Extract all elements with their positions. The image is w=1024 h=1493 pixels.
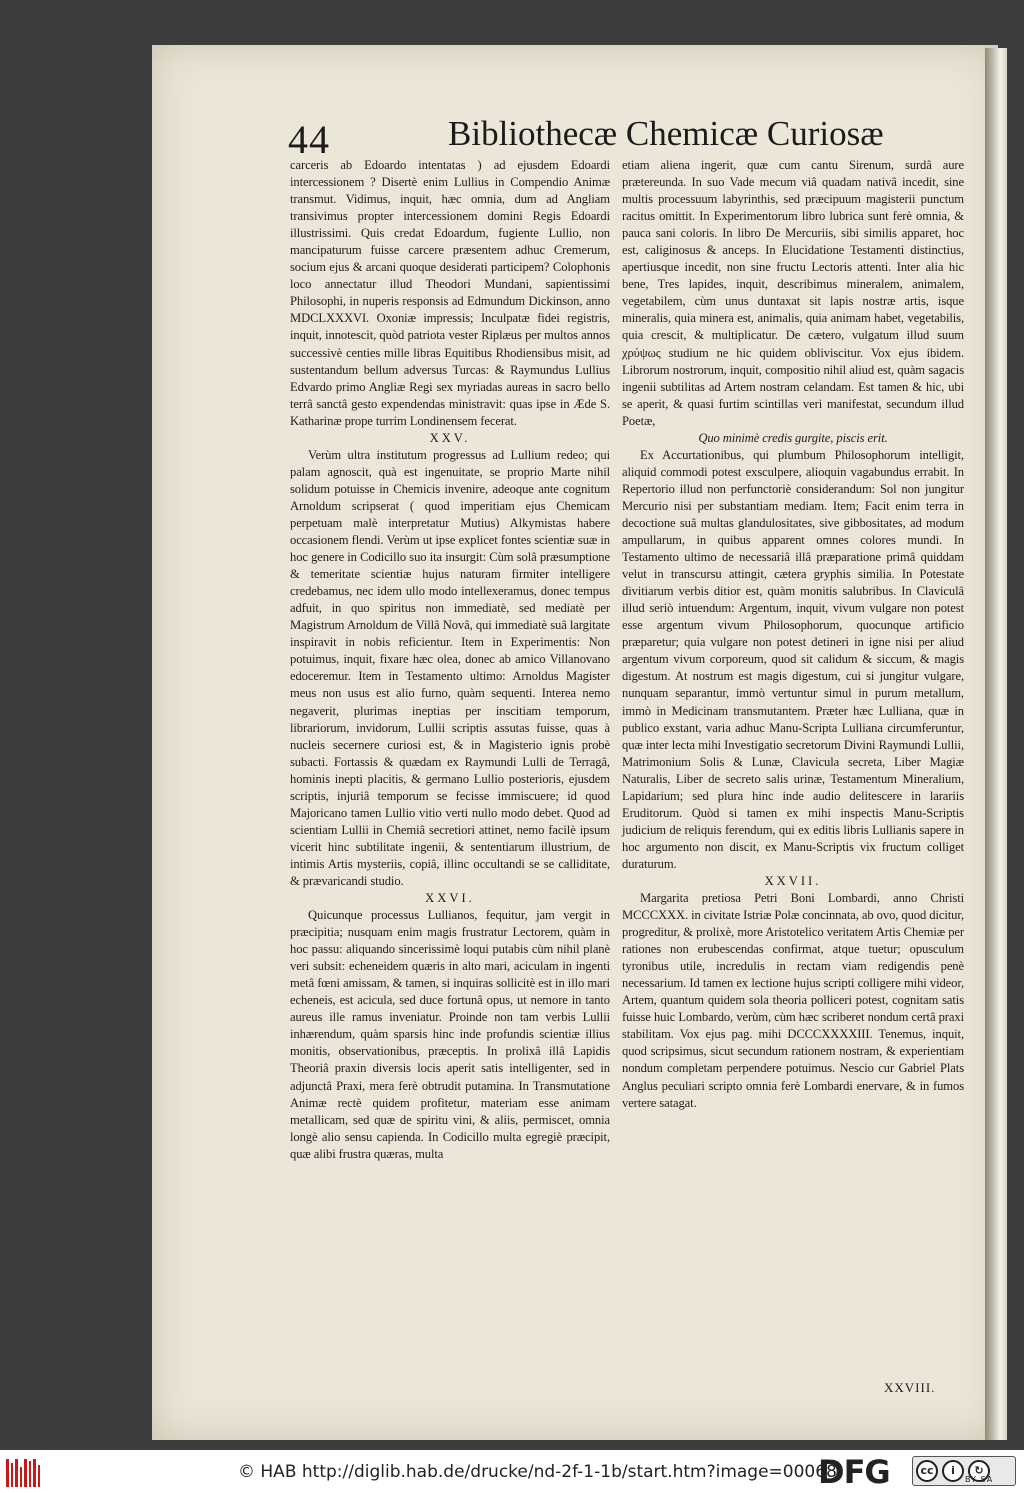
paragraph: Verùm ultra institutum progressus ad Lullium redeo; qui palam agnoscit, quà est ingenuitate, se proprio Marte nihil solidum potuisse in Chemicis invenire, adeoque ante cognitum Arnoldum scripserat ( quod imperitiam ejus Chemicam perpetuam malè interpretatur Mutius) Alkymistas habere occasionem flendi. Verùm ut ipse explicet fontes scientiæ suæ in hoc genere in Codicillo suo ita insurgit: Cùm solâ præsumptione & temeritate scientiæ hujus naturam firmiter intelligere credebamus, nec idem ullo modo intellexeramus, donec tempus adfuit, in quo spiritus non immediatè, sed mediatè per Magistrum Arnoldum de Villâ Novâ, qui immediatè suâ largitate inspiravit in nobis reficientur. Item in Experimentis: Non potuimus, inquit, fixare hæc olea, donec ab amico Villanovano edoceremur. Item in Testamento ultimo: Arnoldus Magister meus non usus est alio furno, quàm sequenti. Interea nemo negaverit, plurimas ineptias per inscitiam temporum, librariorum, invidorum, Lullii scriptis assutas fuisse, quas à nucleis secernere curiosi est, & in Magisterio ignis probè subacti. Fortassis & quædam ex Raymundi Lulli de Terragâ, hominis inepti placitis, & germano Lullio posterioris, ejusdem scriptis, injuriâ temporum se fecisse immiscuere; id quod Majoricano tamen Lullio vitio verti nullo modo debet. Quod ad scientiam Lullii in Chemiâ secretiori attinet, nemo facilè ipsum vicerit hinc subtilitate ingenii, & sententiarum illustrium, de intimis Artis mysteriis, copiâ, illinc occultandi se se calliditate, & prævaricandi studio.	[290, 447, 610, 888]
by-icon: i	[942, 1460, 964, 1482]
catchword: XXVIII.	[884, 1380, 936, 1395]
page-header	[288, 110, 884, 162]
hab-logo-icon[interactable]	[6, 1457, 40, 1487]
copyright-link[interactable]: © HAB http://diglib.hab.de/drucke/nd-2f-1-1b/start.htm?image=00068	[238, 1462, 837, 1482]
cc-icon: cc	[916, 1460, 938, 1482]
section-number: XXVI.	[425, 891, 475, 906]
creative-commons-badge[interactable]	[912, 1456, 1016, 1486]
left-text-column	[290, 157, 610, 1163]
verse-quote: Quo minimè credis gurgite, piscis erit.	[698, 430, 888, 445]
paragraph: Margarita pretiosa Petri Boni Lombardi, anno Christi MCCCXXX. in civitate Istriæ Polæ concinnata, ab ovo, quod dicitur, progreditur, & prolixè, more Aristotelico veritatem Artis Chemiæ per rationes non erubescendas confirmat, atque tuetur; opusculum tyronibus utile, incredulis in rectam viam redigendis penè necessarium. Id tamen ex lectione hujus scripti colligere mihi videor, Artem, quantum quidem sola theoria polliceri potest, cognitam satis fuisse huic Lombardo, verùm, cùm hæc scriberet nondum certâ praxi stabilitam. Vox ejus pag. mihi DCCCXXXXIII. Tenemus, inquit, quod scripsimus, sicut secundum rationem nostram, & experientiam nondum completam perpendere potuimus. Nescio cur Gabriel Plats Anglus peculiari scripto omnia ferè Lombardi enervare, & in fumos vertere satagat.	[622, 891, 964, 1110]
right-text-column	[622, 157, 964, 1112]
dfg-logo[interactable]: DFG	[818, 1453, 890, 1491]
paragraph: etiam aliena ingerit, quæ cum cantu Sirenum, surdâ aure prætereunda. In suo Vade mecum viâ quadam nativâ incedit, sine multis processuum labyrinthis, sed præcipuum magisterii punctum racitus omittit. In Experimentorum libro lubrica sunt ferè omnia, & pauca sani coloris. In libro De Mercuriis, sibi similis apparet, hoc est, caliginosus & anceps. In Elucidatione Testamenti distinctius, apertiusque incedit, non sine fructu Lectoris attenti. Inter alia hic bene, Tres lapides, inquit, describimus mineralem, animalem, vegetabilem, cùm unus duntaxat sit lapis nostræ artis, isque mineralis, quia minera est, animalis, quia animam habet, vegetabilis, quia crescit, & multiplicatur. De cætero, vulgatum illud suum χρύψως studium ne hic quidem obliviscitur. Vox ejus ibidem. Librorum nostrorum, inquit, compositio nihil aliud est, quàm sagacis ingenii subtilitas ad Artem nostram celandam. Est tamen & hic, ubi se aperit, & quasi furtim scintillas veri manifestat, secundum illud Poetæ,	[622, 158, 964, 428]
section-number: XXVII.	[764, 873, 822, 888]
running-title: Bibliothecæ Chemicæ Curiosæ	[448, 114, 884, 153]
page-number: 44	[288, 117, 330, 162]
viewer-footer	[0, 1450, 1024, 1493]
paragraph: Quicunque processus Lullianos, fequitur, jam vergit in præcipitia; nusquam enim magis frustratur Lectorem, quàm in hoc passu: aliquando sincerissimè loqui putabis cùm nihil planè veri subsit: echeneidem quæris in alto mari, aciculam in ingenti metâ fœni amissam, & tamen, si inquiras sollicitè est in illo mari echeneis, est acicula, sed duce fortunâ opus, ut nemore in tanto aureus ille ramus inveniatur. Proinde non tam verbis Lullii inhærendum, quàm sparsis hinc inde profundis scientiæ illius monitis, observationibus, præceptis. In prolixâ illâ Lapidis Theoriâ praxin diversis locis aperit satis intelligenter, sed in adjunctâ Praxi, mera ferè obtrudit putamina. In Transmutatione Animæ rectè quidem profitetur, materiam esse animam metallicam, sed quæ de spiritu vini, & aliis, permiscet, omnia longè alio sensu capienda. In Codicillo multa egregiè præcipit, quæ alibi frustra quæras, multa	[290, 908, 610, 1161]
sa-icon: ↻	[968, 1460, 990, 1482]
cc-label: BY SA	[965, 1475, 994, 1484]
section-number: XXV.	[429, 430, 471, 445]
paragraph: Ex Accurtationibus, qui plumbum Philosophorum intelligit, aliquid commodi potest exsculpere, alioquin vagabundus errabit. In Repertorio illud non perfunctoriè considerandum: Sol non jungitur Mercurio nisi per substantiam mediam. Item; Facit enim terra in decoctione suâ multas glandulositates, sive gibbositates, ad modum ampullarum, in quibus apparent omnes colores mundi. In Testamento ultimo de necessariâ illâ præparatione primâ quiddam velut in transcursu attingit, cætera gryphis similia. In Potestate divitiarum verbis ditior est, quàm monitis salubribus. In Claviculâ illud seriò intuendum: Argentum, inquit, vivum vulgare non potest esse argentum vivum Philosophorum, quocunque artificio præparetur; quia vulgare non potest detineri in igne nisi per aliud argentum vivum corporeum, quod sit calidum & siccum, & magis digestum. At nostrum est magis digestum, cui si jungitur vulgare, nunquam separantur, immò vertuntur simul in purum metallum, immò in Medicinam transmutantem. Præter hæc Lulliana, quæ in publico exstant, varia adhuc Manu-Scripta Lulliana circumferuntur, quæ inter lecta mihi Investigatio secretorum Divini Raymundi Lullii, Matrimonium Solis & Lunæ, Clavicula secreta, Liber Magiæ Naturalis, Liber de secreto salis urinæ, Testamentum Mineralium, Lapidarium; sed plura hinc inde audio delitescere in larariis Eruditorum. Quòd si tamen ex mihi inspectis Manu-Scriptis judicium de reliquis ferendum, qui ex editis libris Lullianis sapere in hoc argumento non discit, ex Manu-Scriptis vix fructum colliget duraturum.	[622, 447, 964, 871]
book-spine	[985, 48, 1007, 1440]
paragraph: carceris ab Edoardo intentatas ) ad ejusdem Edoardi intercessionem ? Disertè enim Lullius in Compendio Animæ transmut. Vidimus, inquit, hæc omnia, dum ad Angliam transivimus propter intercessionem domini Regis Edoardi illustrissimi. Quis credat Edoardum, fugiente Lullio, non mancipaturum fuisse carcere præsentem adhuc Cremerum, socium ejus & arcani quoque desiderati participem? Colophonis loco annectatur illud Theodori Mundani, sapientissimi Philosophi, in nuperis responsis ad Edmundum Dickinson, anno MDCLXXXVI. Oxoniæ impressis; Inculpatæ fidei registris, inquit, innotescit, quòd patriota vester Riplæus per multos annos successivè centies mille libras Equitibus Rhodiensibus misit, ad sustentandum bellum adversus Turcas: & Raymundus Lullius Edvardo primo Angliæ Regi sex myriadas aureas in sacro bello terrâ sanctâ gesto expendendas ministravit: quas ipse in Æde S. Katharinæ prope turrim Londinensem fecerat.	[290, 158, 610, 428]
